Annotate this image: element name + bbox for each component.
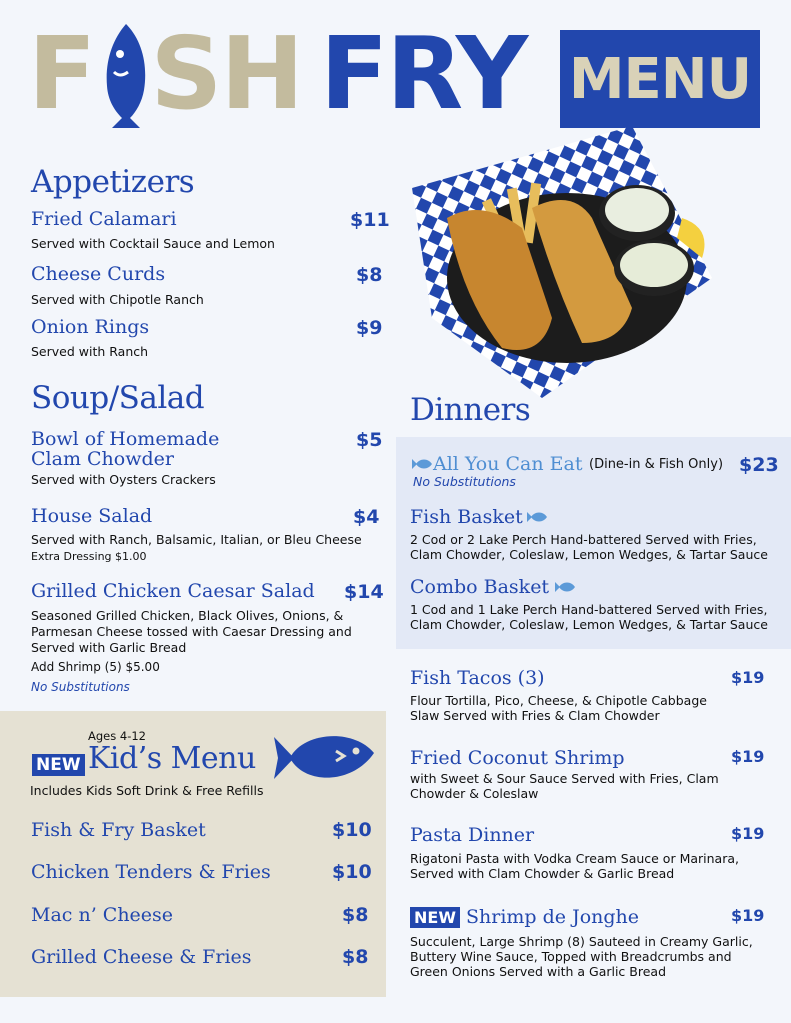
fish-arrow-icon xyxy=(527,511,547,523)
desc-combo-basket-line2: Clam Chowder, Coleslaw, Lemon Wedges, & Tartar Sauce xyxy=(410,617,768,632)
desc-caesar-line2: Parmesan Cheese tossed with Caesar Dressing and xyxy=(31,624,352,639)
kids-price-mac-cheese: $8 xyxy=(342,904,369,926)
kids-item-grilled-cheese: Grilled Cheese & Fries xyxy=(31,946,252,968)
desc-fish-tacos-line2: Slaw Served with Fries & Clam Chowder xyxy=(410,708,660,723)
desc-house-salad: Served with Ranch, Balsamic, Italian, or Bleu Cheese xyxy=(31,532,362,547)
price-all-you-can-eat: $23 xyxy=(739,454,779,476)
desc-jonghe-line1: Succulent, Large Shrimp (8) Sauteed in Creamy Garlic, xyxy=(410,934,753,949)
item-cheese-curds: Cheese Curds xyxy=(31,263,166,285)
caesar-no-substitutions: No Substitutions xyxy=(31,680,130,694)
fish-basket-photo xyxy=(392,118,732,403)
item-clam-chowder-line2: Clam Chowder xyxy=(31,448,174,470)
kids-menu-heading: Kid’s Menu xyxy=(88,741,256,776)
item-combo-basket: Combo Basket xyxy=(410,576,550,598)
item-fish-tacos: Fish Tacos (3) xyxy=(410,667,545,689)
price-shrimp-de-jonghe: $19 xyxy=(731,906,765,925)
price-fish-tacos: $19 xyxy=(731,668,765,687)
kids-price-fish-fry: $10 xyxy=(332,819,372,841)
kids-item-fish-fry: Fish & Fry Basket xyxy=(31,819,206,841)
desc-fish-tacos-line1: Flour Tortilla, Pico, Cheese, & Chipotle Cabbage xyxy=(410,693,707,708)
price-coconut-shrimp: $19 xyxy=(731,747,765,766)
item-onion-rings: Onion Rings xyxy=(31,316,150,338)
desc-onion-rings: Served with Ranch xyxy=(31,344,149,359)
desc-fish-basket-line2: Clam Chowder, Coleslaw, Lemon Wedges, & Tartar Sauce xyxy=(410,547,768,562)
price-fried-calamari: $11 xyxy=(350,209,390,231)
kids-price-grilled-cheese: $8 xyxy=(342,946,369,968)
desc-caesar-line3: Served with Garlic Bread xyxy=(31,640,187,655)
kids-subtitle: Includes Kids Soft Drink & Free Refills xyxy=(30,783,264,798)
jonghe-new-badge: NEW xyxy=(410,907,460,928)
kids-price-chicken-tenders: $10 xyxy=(332,861,372,883)
price-clam-chowder: $5 xyxy=(356,429,383,451)
price-onion-rings: $9 xyxy=(356,317,383,339)
kids-item-chicken-tenders: Chicken Tenders & Fries xyxy=(31,861,271,883)
desc-pasta-line2: Served with Clam Chowder & Garlic Bread xyxy=(410,866,675,881)
ayce-no-substitutions: No Substitutions xyxy=(413,474,516,489)
desc-coconut-shrimp-line1: with Sweet & Sour Sauce Served with Fries, Clam xyxy=(410,771,719,786)
price-pasta-dinner: $19 xyxy=(731,824,765,843)
appetizers-heading: Appetizers xyxy=(31,164,195,200)
desc-clam-chowder: Served with Oysters Crackers xyxy=(31,472,216,487)
item-all-you-can-eat: All You Can Eat xyxy=(433,453,583,475)
price-house-salad: $4 xyxy=(353,506,380,528)
desc-fish-basket-line1: 2 Cod or 2 Lake Perch Hand-battered Served with Fries, xyxy=(410,532,757,547)
title-fish: F SH xyxy=(28,15,303,132)
title-fry: FRY xyxy=(320,15,527,132)
item-house-salad: House Salad xyxy=(31,505,153,527)
item-fried-calamari: Fried Calamari xyxy=(31,208,177,230)
fish-logo-icon xyxy=(98,20,154,130)
kids-new-badge: NEW xyxy=(32,754,85,776)
desc-jonghe-line2: Buttery Wine Sauce, Topped with Breadcrumbs and xyxy=(410,949,732,964)
dinners-panel xyxy=(396,437,791,649)
dinners-heading: Dinners xyxy=(410,392,531,428)
desc-pasta-line1: Rigatoni Pasta with Vodka Cream Sauce or Marinara, xyxy=(410,851,739,866)
price-caesar-salad: $14 xyxy=(344,581,384,603)
item-shrimp-de-jonghe: Shrimp de Jonghe xyxy=(466,906,640,928)
kids-item-mac-cheese: Mac n’ Cheese xyxy=(31,904,174,926)
desc-fried-calamari: Served with Cocktail Sauce and Lemon xyxy=(31,236,275,251)
item-clam-chowder-line1: Bowl of Homemade xyxy=(31,428,220,450)
title-menu-box xyxy=(560,30,760,128)
item-caesar-salad: Grilled Chicken Caesar Salad xyxy=(31,580,315,602)
item-coconut-shrimp: Fried Coconut Shrimp xyxy=(410,747,625,769)
desc-cheese-curds: Served with Chipotle Ranch xyxy=(31,292,204,307)
soup-salad-heading: Soup/Salad xyxy=(31,380,205,416)
fish-arrow-icon xyxy=(412,458,432,470)
item-pasta-dinner: Pasta Dinner xyxy=(410,824,535,846)
kids-ages: Ages 4-12 xyxy=(88,729,146,743)
desc-combo-basket-line1: 1 Cod and 1 Lake Perch Hand-battered Served with Fries, xyxy=(410,602,768,617)
desc-jonghe-line3: Green Onions Served with a Garlic Bread xyxy=(410,964,667,979)
title-menu: MENU xyxy=(568,46,752,112)
fish-arrow-icon xyxy=(555,581,575,593)
desc-coconut-shrimp-line2: Chowder & Coleslaw xyxy=(410,786,539,801)
kids-menu-panel xyxy=(0,711,386,997)
item-fish-basket: Fish Basket xyxy=(410,506,523,528)
caesar-addon: Add Shrimp (5) $5.00 xyxy=(31,660,160,674)
ayce-qualifier: (Dine-in & Fish Only) xyxy=(589,457,724,472)
price-cheese-curds: $8 xyxy=(356,264,383,286)
desc-caesar-line1: Seasoned Grilled Chicken, Black Olives, Onions, & xyxy=(31,608,344,623)
house-salad-extra: Extra Dressing $1.00 xyxy=(31,550,147,563)
fish-icon xyxy=(272,729,376,787)
